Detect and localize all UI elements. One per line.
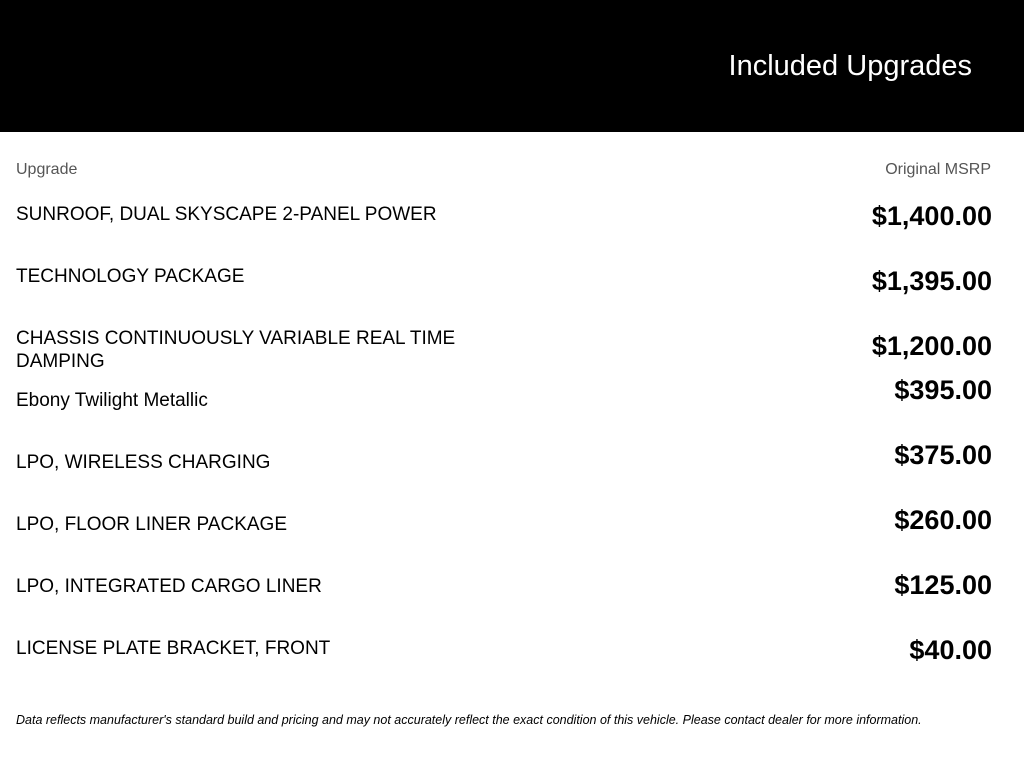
upgrade-name: LICENSE PLATE BRACKET, FRONT (16, 638, 331, 659)
column-header-msrp: Original MSRP (885, 161, 991, 178)
upgrade-name: LPO, INTEGRATED CARGO LINER (16, 576, 322, 597)
header-bar (0, 0, 1024, 132)
list-item (16, 255, 992, 317)
list-item (16, 503, 992, 565)
upgrade-price: $260.00 (894, 505, 992, 535)
list-item (16, 565, 992, 627)
page-title: Included Upgrades (728, 50, 972, 82)
upgrade-price: $375.00 (894, 440, 992, 470)
upgrade-price: $1,200.00 (871, 331, 992, 361)
list-item (16, 441, 992, 503)
upgrade-name: LPO, WIRELESS CHARGING (16, 452, 271, 473)
upgrade-price: $1,395.00 (871, 266, 992, 296)
upgrade-price: $125.00 (894, 570, 992, 600)
upgrade-name: CHASSIS CONTINUOUSLY VARIABLE REAL TIME DAMPING (16, 328, 456, 372)
upgrade-name: TECHNOLOGY PACKAGE (16, 266, 245, 287)
disclaimer-footnote: Data reflects manufacturer's standard build and pricing and may not accurately reflect the exact condition of this vehicle. Please contact dealer for more information. (16, 713, 922, 727)
list-item (16, 193, 992, 255)
upgrade-price: $395.00 (894, 375, 992, 405)
column-header-upgrade: Upgrade (16, 161, 78, 178)
upgrade-name: SUNROOF, DUAL SKYSCAPE 2-PANEL POWER (16, 204, 437, 225)
list-item (16, 317, 992, 379)
upgrade-list (16, 193, 992, 689)
list-item (16, 627, 992, 689)
upgrade-price: $1,400.00 (871, 201, 992, 231)
list-item (16, 375, 992, 441)
upgrade-price: $40.00 (909, 635, 992, 665)
upgrade-name: Ebony Twilight Metallic (16, 390, 208, 411)
upgrade-name: LPO, FLOOR LINER PACKAGE (16, 514, 288, 535)
